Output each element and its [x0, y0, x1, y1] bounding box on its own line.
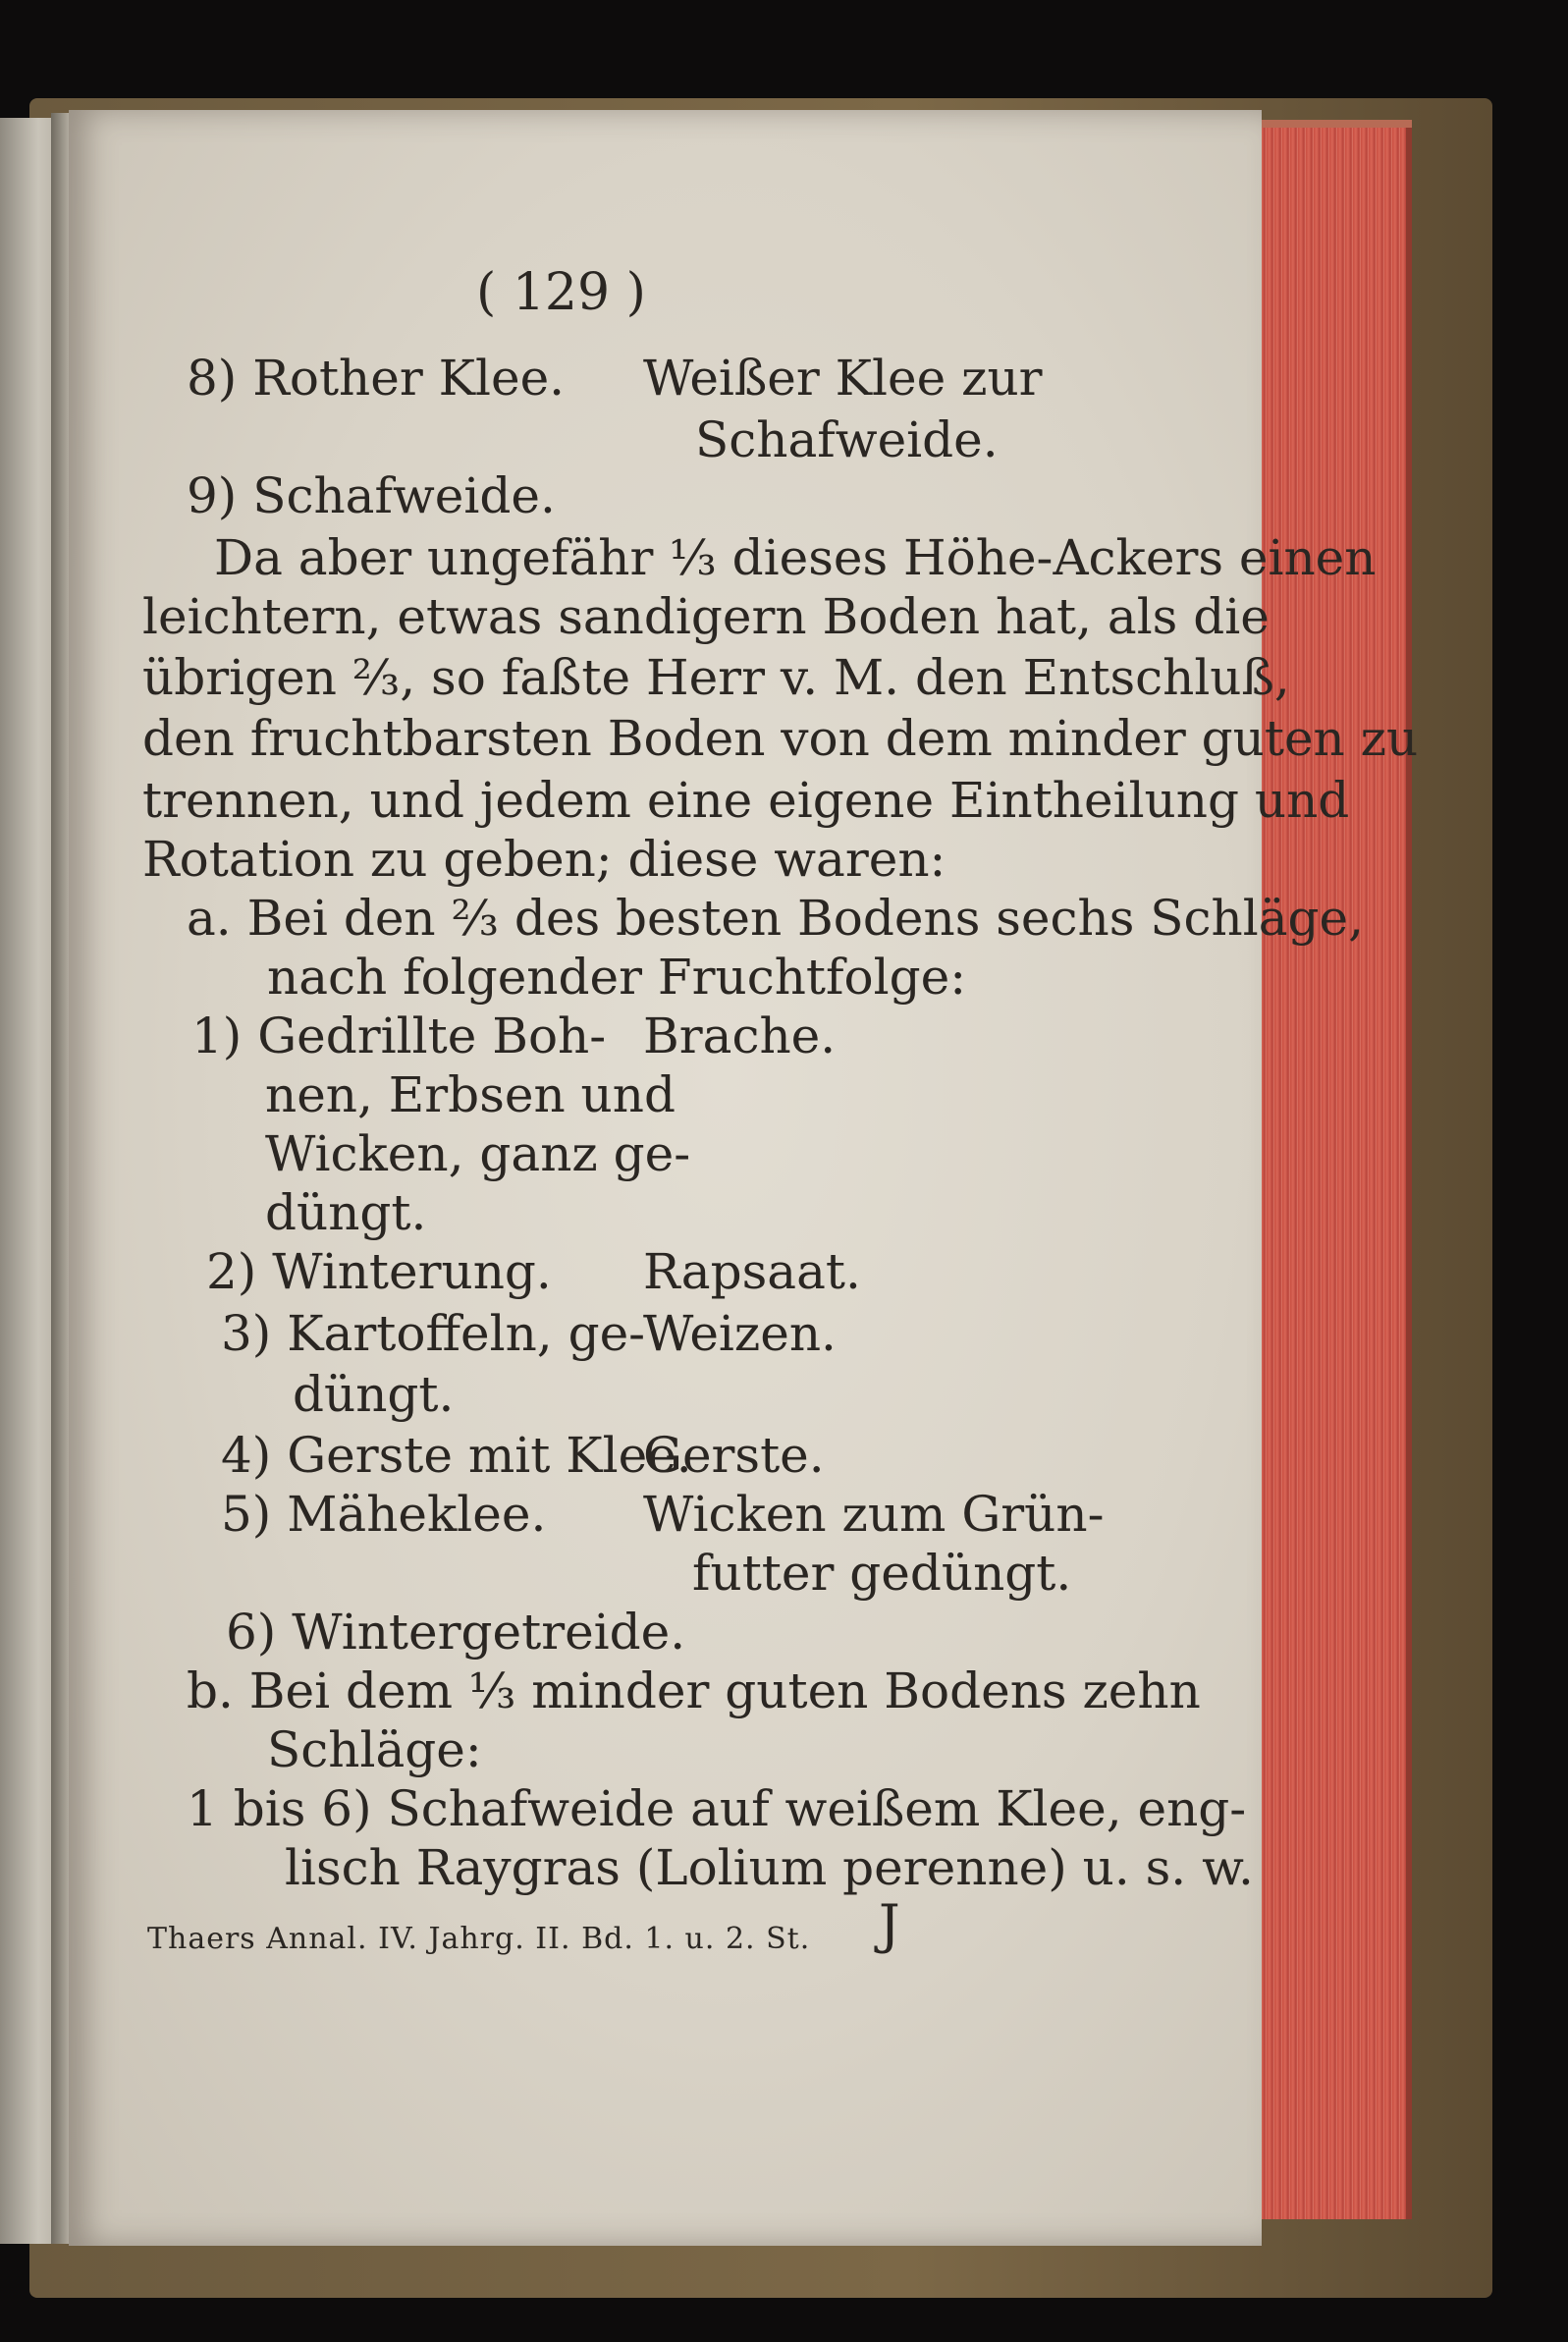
text-line: Weizen. — [643, 1305, 837, 1362]
text-line: Schafweide. — [695, 411, 999, 468]
text-line: Brache. — [643, 1008, 837, 1064]
text-line: übrigen ⅔, so faßte Herr v. M. den Entschluß, — [142, 649, 1290, 706]
text-line: 8) Rother Klee. — [187, 350, 566, 407]
text-line: Weißer Klee zur — [643, 350, 1043, 407]
text-line: Rotation zu geben; diese waren: — [142, 831, 946, 888]
text-line: nen, Erbsen und — [265, 1066, 676, 1123]
text-line: leichtern, etwas sandigern Boden hat, als die — [142, 588, 1270, 645]
text-line: b. Bei dem ⅓ minder guten Bodens zehn — [187, 1662, 1201, 1719]
text-line: düngt. — [293, 1366, 455, 1423]
text-line: 1) Gedrillte Boh- — [191, 1008, 607, 1064]
text-line: den fruchtbarsten Boden von dem minder guten zu — [142, 710, 1419, 767]
text-line: 2) Winterung. — [206, 1243, 552, 1300]
text-line: 5) Mäheklee. — [221, 1486, 547, 1543]
signature-mark: J — [879, 1893, 900, 1955]
text-line: futter gedüngt. — [692, 1545, 1072, 1602]
text-line: a. Bei den ⅔ des besten Bodens sechs Schläge, — [187, 890, 1364, 947]
text-line: Wicken, ganz ge- — [265, 1125, 691, 1182]
text-line: 6) Wintergetreide. — [226, 1604, 686, 1661]
text-line: Wicken zum Grün- — [643, 1486, 1105, 1543]
text-line: 4) Gerste mit Klee. — [221, 1427, 692, 1484]
page-number: ( 129 ) — [476, 263, 646, 322]
text-line: 9) Schafweide. — [187, 467, 556, 524]
text-line: Da aber ungefähr ⅓ dieses Höhe-Ackers einen — [214, 529, 1377, 586]
text-line: 3) Kartoffeln, ge- — [221, 1305, 646, 1362]
text-line: 1 bis 6) Schafweide auf weißem Klee, eng- — [187, 1780, 1247, 1837]
red-page-edges — [1259, 128, 1412, 2219]
text-line: Schläge: — [267, 1721, 482, 1778]
text-line: trennen, und jedem eine eigene Eintheilung und — [142, 772, 1350, 829]
footer-imprint: Thaers Annal. IV. Jahrg. II. Bd. 1. u. 2. St. — [147, 1922, 811, 1956]
text-line: nach folgender Fruchtfolge: — [267, 949, 967, 1006]
text-line: düngt. — [265, 1184, 427, 1241]
text-line: lisch Raygras (Lolium perenne) u. s. w. — [285, 1839, 1254, 1896]
text-line: Rapsaat. — [643, 1243, 861, 1300]
text-line: Gerste. — [643, 1427, 825, 1484]
